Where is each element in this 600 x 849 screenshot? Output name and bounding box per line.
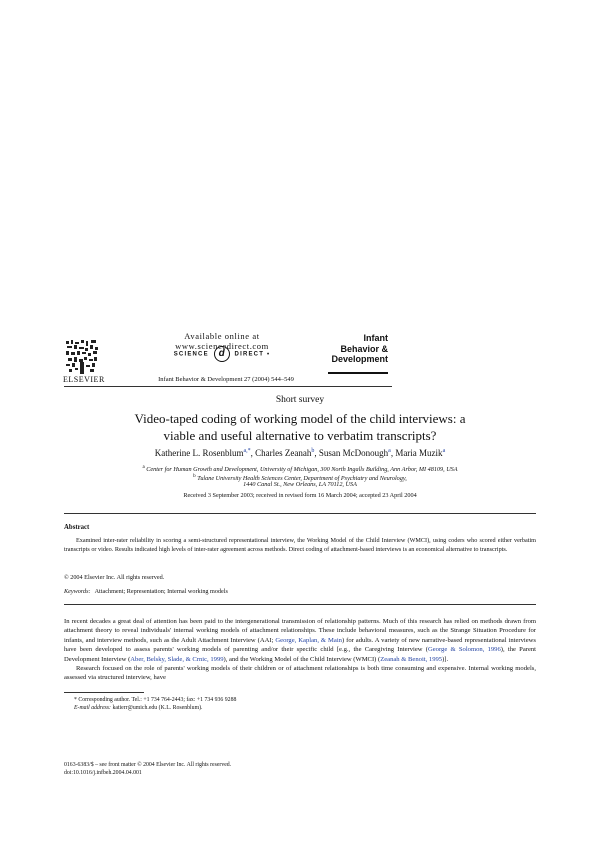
journal-citation: Infant Behavior & Development 27 (2004) 544–549 [158,376,294,383]
available-online-text[interactable]: Available online at www.sciencedirect.com [175,331,269,351]
author-affil-sup[interactable]: a,* [243,448,251,454]
author-name: Maria Muzik [395,448,443,458]
email-link[interactable]: katierr@umich.edu (K.L. Rosenblum). [112,705,203,711]
affiliation-b: $^b$ Tulane University Health Sciences Center, Department of Psychiatry and Neurology, [193,474,407,483]
journal-name: Infant Behavior & Development [331,333,388,364]
abstract-text: Examined inter-rater reliability in scoring a semi-structured representational interview, the Working Model of the Child Interview (WMCI), using coders who scored either verbatim transcripts or video. Results indicated high levels of inter-rater agreement across methods. Direct coding of attachment-based interviews is an economical alternative to transcripts. [64,537,536,553]
author-affil-sup[interactable]: b [311,448,315,454]
sciencedirect-mark-icon: d [214,346,230,362]
author-affil-sup[interactable]: a [388,448,391,454]
article-type: Short survey [275,395,325,405]
abstract-bottom-rule [64,604,536,605]
email-note: E-mail address: katierr@umich.edu (K.L. Rosenblum). [74,705,203,711]
author-name: Katherine L. Rosenblum [154,448,244,458]
author-affil-sup[interactable]: a [442,448,446,454]
body-paragraph: Research focused on the role of parents' working models of their children or of attachment relationships is both time consuming and expensive. Internal working models, assessed via structured interview, have [64,665,536,682]
author-name: Charles Zeanah [255,448,312,458]
affiliation-b-address: 1440 Canal St., New Orleans, LA 70112, USA [243,481,357,488]
front-matter: 0163-6383/$ – see front matter © 2004 Elsevier Inc. All rights reserved. doi:10.1016/j.infbeh.2004.04.001 [64,761,364,777]
sciencedirect-logo: SCIENCE d DIRECT • [152,346,292,362]
abstract-copyright: © 2004 Elsevier Inc. All rights reserved. [64,574,165,581]
journal-rule [328,372,388,374]
keywords: Keywords: Attachment; Representation; Internal working models [64,588,228,595]
affiliation-a: $^a$ Center for Human Growth and Development, University of Michigan, 300 North Ingalls Building, Ann Arbor, MI 48109, USA [142,465,458,474]
abstract-heading: Abstract [64,524,90,531]
citation-link[interactable]: Aber, Belsky, Slade, & Crnic, 1999 [130,655,224,663]
corresponding-author-note: * Corresponding author. Tel.: +1 734 764-2443; fax: +1 734 936 9288 [74,697,237,703]
citation-link[interactable]: Zeanah & Benoit, 1995 [380,655,443,663]
body-paragraph: In recent decades a great deal of attention has been paid to the intergenerational transmission of relationship patterns. Much of this research has relied on methods drawn from attachment theory to reveal individuals' internal working models of attachment relationships. These include behavioral measures, such as the Strange Situation Procedure for infants, and interview methods, such as the Adult Attachment Interview (AAI; George, Kaplan, & Main) for adults. A variety of new narrative-based representational interviews have been developed to assess parents' working models of parenting and/or their specific child [e.g., the Caregiving Interview (George & Solomon, 1996), the Parent Development Interview (Aber, Belsky, Slade, & Crnic, 1999), and the Working Model of the Child Interview (WMCI) (Zeanah & Benoit, 1995)]. [64,618,537,663]
article-title: Video-taped coding of working model of the child interviews: a viable and useful alternative to verbatim transcripts? [134,411,466,443]
body-text [64,617,536,683]
author-list: Katherine L. Rosenblum$^{a,*}$, Charles Zeanah$^b$, Susan McDonough$^a$, Maria Muzik$^a$ [154,448,446,458]
author-name: Susan McDonough [318,448,389,458]
abstract-top-rule [64,513,536,514]
received-dates: Received 3 September 2003; received in revised form 16 March 2004; accepted 23 April 2004 [183,492,417,499]
header-divider [64,386,392,387]
publisher-name: ELSEVIER [63,375,105,384]
citation-link[interactable]: George, Kaplan, & Main [275,636,342,644]
footnote-rule [64,692,144,693]
doi-text[interactable]: doi:10.1016/j.infbeh.2004.04.001 [64,770,142,776]
citation-link[interactable]: George & Solomon, 1996 [427,646,501,654]
elsevier-tree-logo [64,338,100,374]
